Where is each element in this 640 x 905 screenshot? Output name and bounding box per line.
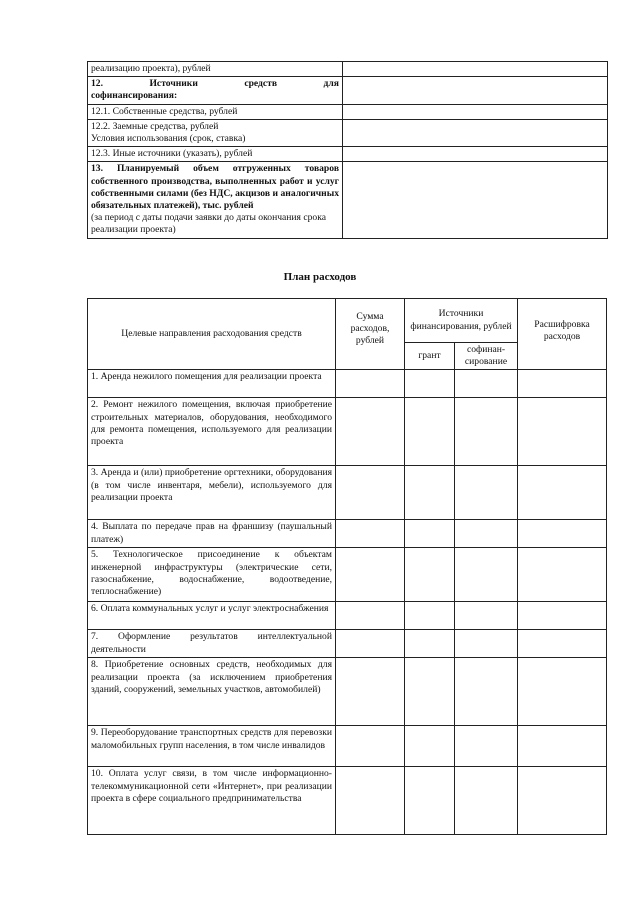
table-row [88, 466, 607, 520]
grant-cell[interactable] [405, 602, 455, 630]
table-row [88, 104, 608, 119]
table-row [88, 62, 608, 77]
cofin-cell[interactable] [455, 520, 518, 548]
expense-direction: 4. Выплата по передаче прав на франшизу (паушальный платеж) [88, 520, 336, 548]
grant-cell[interactable] [405, 767, 455, 835]
row13-text: 13. Планируемый объем отгруженных товаров собственного производства, выполненных работ и услуг собственными силами (без НДС, акцизов и аналогичных обязательных платежей), тыс. рублей [91, 163, 339, 212]
row-label: 12. Источники средств для софинансирования: [88, 77, 343, 104]
row13-note: (за период с даты подачи заявки до даты окончания срока реализации проекта) [91, 212, 326, 236]
col-header-direction: Целевые направления расходования средств [88, 299, 336, 370]
grant-cell[interactable] [405, 548, 455, 602]
table-row [88, 119, 608, 146]
value-cell[interactable] [343, 162, 608, 238]
sum-cell[interactable] [336, 370, 405, 398]
decode-cell[interactable] [518, 630, 607, 658]
table-row [88, 630, 607, 658]
col-header-decode: Расшифровка расходов [518, 299, 607, 370]
row-label [88, 162, 343, 238]
sum-cell[interactable] [336, 548, 405, 602]
expense-direction: 10. Оплата услуг связи, в том числе информационно-телекоммуникационной сети «Интернет», при реализации проекта в сфере социального предпринимательства [88, 767, 336, 835]
sum-cell[interactable] [336, 658, 405, 726]
table-row [88, 520, 607, 548]
funding-sources-table [87, 61, 608, 239]
grant-cell[interactable] [405, 466, 455, 520]
decode-cell[interactable] [518, 548, 607, 602]
cofin-cell[interactable] [455, 548, 518, 602]
col-header-sum: Сумма расходов, рублей [336, 299, 405, 370]
expense-direction: 9. Переоборудование транспортных средств для перевозки маломобильных групп населения, в том числе инвалидов [88, 726, 336, 767]
grant-cell[interactable] [405, 520, 455, 548]
value-cell[interactable] [343, 104, 608, 119]
expense-direction: 1. Аренда нежилого помещения для реализации проекта [88, 370, 336, 398]
expense-direction: 7. Оформление результатов интеллектуальной деятельности [88, 630, 336, 658]
grant-cell[interactable] [405, 398, 455, 466]
grant-cell[interactable] [405, 370, 455, 398]
cofin-cell[interactable] [455, 370, 518, 398]
sum-cell[interactable] [336, 398, 405, 466]
decode-cell[interactable] [518, 398, 607, 466]
table-row [88, 398, 607, 466]
expense-direction: 8. Приобретение основных средств, необходимых для реализации проекта (за исключением приобретения зданий, сооружений, земельных участков, автомобилей) [88, 658, 336, 726]
value-cell[interactable] [343, 62, 608, 77]
grant-cell[interactable] [405, 658, 455, 726]
row-label: реализацию проекта), рублей [88, 62, 343, 77]
grant-cell[interactable] [405, 630, 455, 658]
row-label: 12.3. Иные источники (указать), рублей [88, 147, 343, 162]
grant-cell[interactable] [405, 726, 455, 767]
cofin-cell[interactable] [455, 602, 518, 630]
sum-cell[interactable] [336, 726, 405, 767]
table-row [88, 147, 608, 162]
sum-cell[interactable] [336, 466, 405, 520]
row-label: 12.1. Собственные средства, рублей [88, 104, 343, 119]
table-row [88, 658, 607, 726]
table-row [88, 726, 607, 767]
col-header-sources: Источники финансирования, рублей [405, 299, 518, 343]
decode-cell[interactable] [518, 767, 607, 835]
decode-cell[interactable] [518, 602, 607, 630]
expense-direction: 5. Технологическое присоединение к объектам инженерной инфраструктуры (электрические сети, газоснабжение, водоснабжение, водоотведение, теплоснабжение) [88, 548, 336, 602]
sum-cell[interactable] [336, 767, 405, 835]
page-title: План расходов [283, 271, 357, 283]
decode-cell[interactable] [518, 370, 607, 398]
header-row [88, 299, 607, 343]
value-cell[interactable] [343, 147, 608, 162]
table-row [88, 548, 607, 602]
table-row [88, 77, 608, 104]
value-cell[interactable] [343, 119, 608, 146]
decode-cell[interactable] [518, 726, 607, 767]
table-row [88, 767, 607, 835]
sum-cell[interactable] [336, 630, 405, 658]
value-cell[interactable] [343, 77, 608, 104]
expense-direction: 2. Ремонт нежилого помещения, включая приобретение строительных материалов, оборудования, необходимого для ремонта помещения, используемого для реализации проекта [88, 398, 336, 466]
cofin-cell[interactable] [455, 398, 518, 466]
cofin-cell[interactable] [455, 630, 518, 658]
decode-cell[interactable] [518, 520, 607, 548]
col-header-cofin: софинан-сирование [455, 343, 518, 370]
sum-cell[interactable] [336, 520, 405, 548]
cofin-cell[interactable] [455, 726, 518, 767]
row-label: 12.2. Заемные средства, рублей Условия использования (срок, ставка) [88, 119, 343, 146]
expense-plan-table [87, 298, 607, 835]
col-header-grant: грант [405, 343, 455, 370]
table-row [88, 602, 607, 630]
decode-cell[interactable] [518, 658, 607, 726]
expense-direction: 3. Аренда и (или) приобретение оргтехники, оборудования (в том числе инвентаря, мебели), используемого для реализации проекта [88, 466, 336, 520]
table-row [88, 162, 608, 238]
cofin-cell[interactable] [455, 658, 518, 726]
decode-cell[interactable] [518, 466, 607, 520]
table-row [88, 370, 607, 398]
cofin-cell[interactable] [455, 466, 518, 520]
sum-cell[interactable] [336, 602, 405, 630]
cofin-cell[interactable] [455, 767, 518, 835]
expense-direction: 6. Оплата коммунальных услуг и услуг электроснабжения [88, 602, 336, 630]
